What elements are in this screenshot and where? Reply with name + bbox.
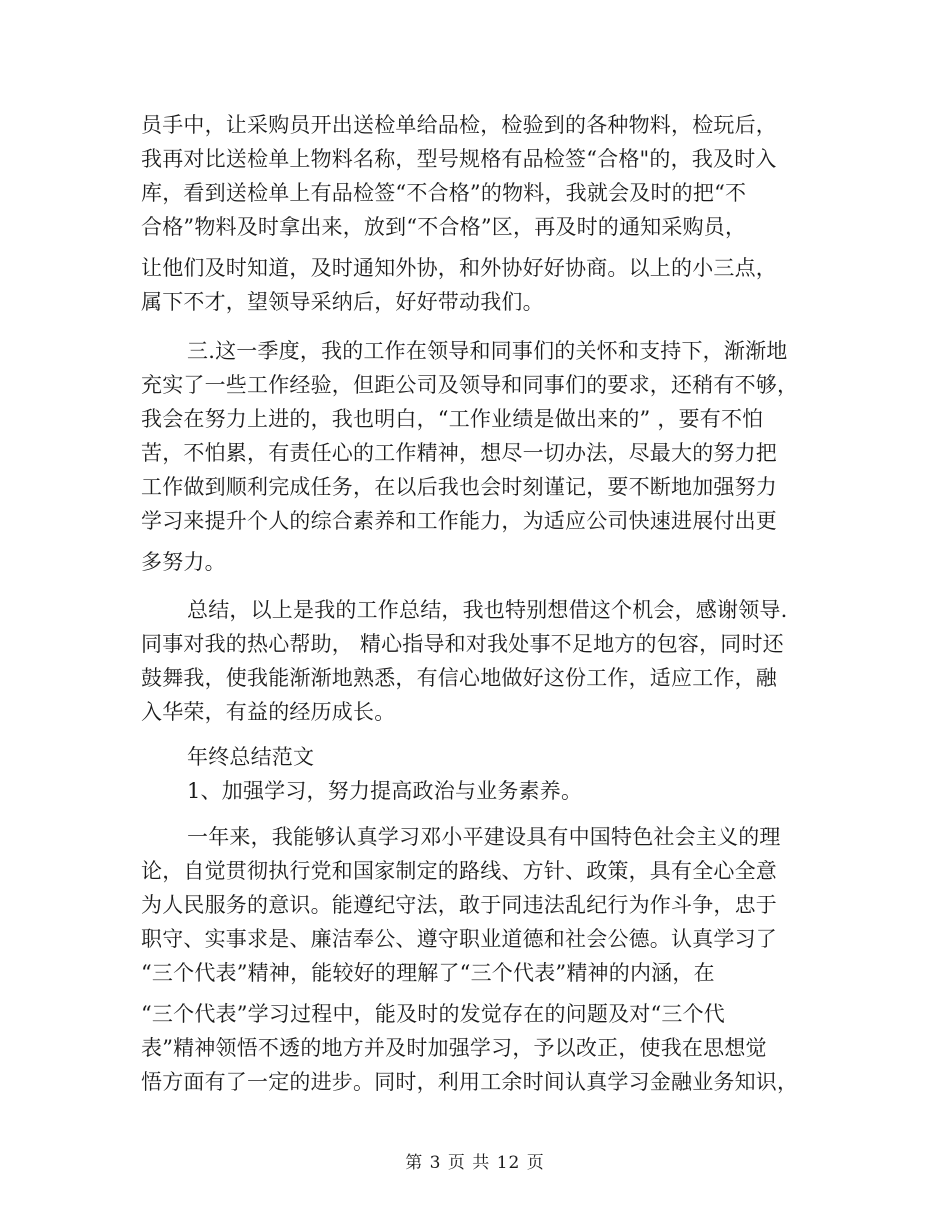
- body-text-line: 工作做到顺利完成任务，在以后我也会时刻谨记，要不断地加强努力: [141, 475, 777, 499]
- section-three-paragraph-start: 三.这一季度，我的工作在领导和同事们的关怀和支持下，渐渐地: [187, 339, 788, 363]
- body-text-line: “三个代表”精神，能较好的理解了“三个代表”精神的内涵，在: [141, 961, 715, 985]
- body-text-line: 苦，不怕累，有责任心的工作精神，想尽一切办法，尽最大的努力把: [141, 441, 777, 465]
- body-text-line: 合格”物料及时拿出来，放到“不合格”区，再及时的通知采购员，: [141, 215, 747, 239]
- body-text-line: 员手中，让采购员开出送检单给品检，检验到的各种物料，检玩后，: [141, 113, 777, 137]
- body-text-line: 充实了一些工作经验，但距公司及领导和同事们的要求，还稍有不够，: [141, 373, 799, 397]
- body-text-line: 表”精神领悟不透的地方并及时加强学习，予以改正，使我在思想觉: [141, 1036, 767, 1060]
- body-text-line: 让他们及时知道，及时通知外协，和外协好好协商。以上的小三点，: [141, 256, 777, 280]
- body-text-line: 学习来提升个人的综合素养和工作能力，为适应公司快速进展付出更: [141, 509, 777, 533]
- body-text-line: 职守、实事求是、廉洁奉公、遵守职业道德和社会公德。认真学习了: [141, 927, 777, 951]
- body-text-line: 论，自觉贯彻执行党和国家制定的路线、方针、政策，具有全心全意: [141, 859, 777, 883]
- body-text-line: 库，看到送检单上有品检签“不合格”的物料，我就会及时的把“不: [141, 181, 747, 205]
- body-text-line: 鼓舞我，使我能渐渐地熟悉，有信心地做好这份工作，适应工作，融: [141, 666, 777, 690]
- page-number-footer: 第 3 页 共 12 页: [405, 1153, 545, 1173]
- body-text-line: 悟方面有了一定的进步。同时，利用工余时间认真学习金融业务知识，: [141, 1070, 799, 1094]
- body-text-line: 为人民服务的意识。能遵纪守法，敢于同违法乱纪行为作斗争，忠于: [141, 893, 777, 917]
- body-paragraph-start: 一年来，我能够认真学习邓小平建设具有中国特色社会主义的理: [187, 825, 781, 849]
- body-text-line: 我再对比送检单上物料名称，型号规格有品检签“合格"的，我及时入: [141, 147, 777, 171]
- subsection-heading: 1、加强学习，努力提高政治与业务素养。: [187, 779, 583, 803]
- body-text-line: 同事对我的热心帮助， 精心指导和对我处事不足地方的包容，同时还: [141, 632, 784, 656]
- body-text-line: 多努力。: [141, 550, 226, 574]
- body-text-line: 入华荣，有益的经历成长。: [141, 700, 396, 724]
- section-heading: 年终总结范文: [187, 745, 315, 769]
- body-text-line: 属下不才，望领导采纳后，好好带动我们。: [141, 290, 544, 314]
- body-text-line: “三个代表”学习过程中，能及时的发觉存在的问题及对“三个代: [141, 1002, 726, 1026]
- summary-paragraph-start: 总结，以上是我的工作总结，我也特别想借这个机会，感谢领导.: [187, 598, 788, 622]
- body-text-line: 我会在努力上进的，我也明白，“工作业绩是做出来的” ，要有不怕: [141, 407, 764, 431]
